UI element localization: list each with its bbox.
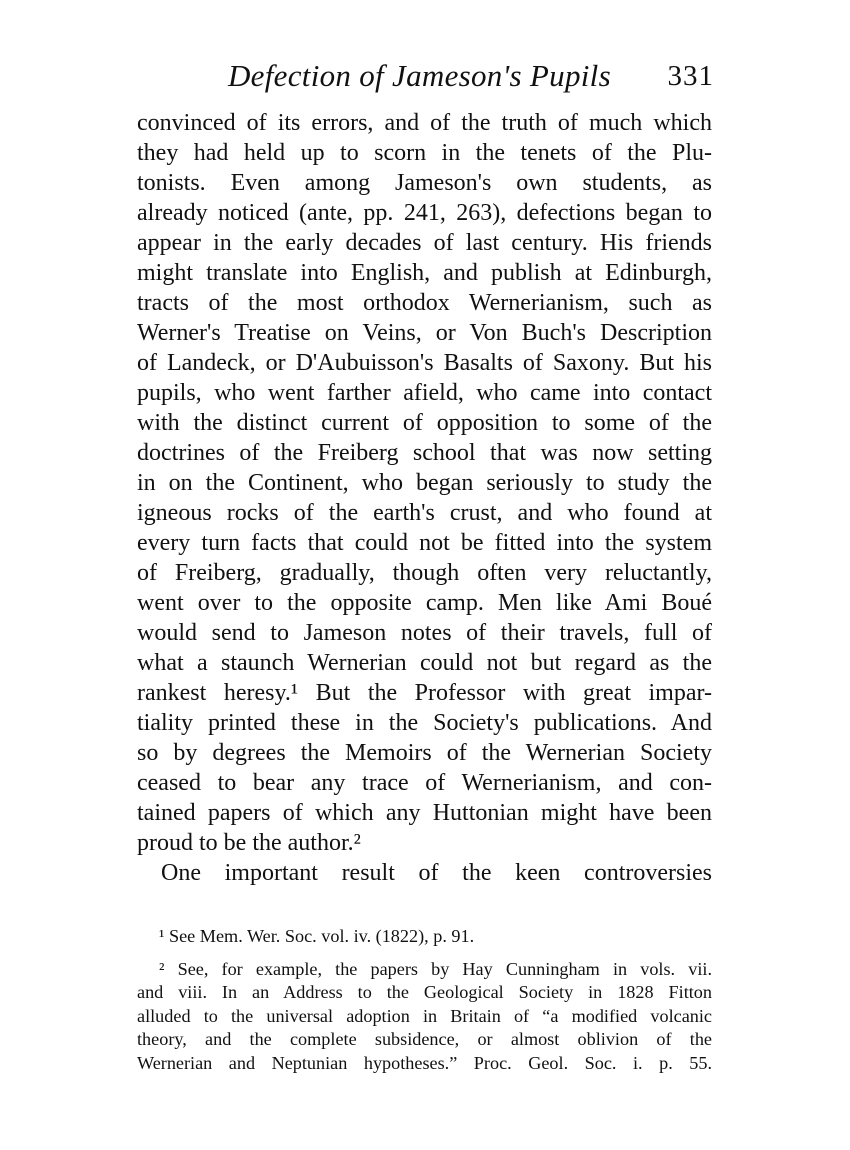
footnote-2-line: ² See, for example, the papers by Hay Cunningham in vols. vii. bbox=[159, 958, 712, 979]
footnote-1: ¹ See Mem. Wer. Soc. vol. iv. (1822), p. 91. bbox=[159, 926, 475, 946]
body-line: tonists. Even among Jameson's own students, as bbox=[137, 170, 712, 196]
body-line: of Landeck, or D'Aubuisson's Basalts of Saxony. But his bbox=[137, 350, 712, 376]
body-line: every turn facts that could not be fitted into the system bbox=[137, 530, 712, 556]
body-line: convinced of its errors, and of the truth of much which bbox=[137, 110, 712, 136]
body-line: tiality printed these in the Society's publications. And bbox=[137, 710, 712, 736]
running-title: Defection of Jameson's Pupils bbox=[228, 58, 611, 93]
body-line: went over to the opposite camp. Men like Ami Boué bbox=[137, 590, 712, 616]
body-line: appear in the early decades of last century. His friends bbox=[137, 230, 712, 256]
footnotes bbox=[137, 925, 712, 1075]
body-line: tracts of the most orthodox Wernerianism, such as bbox=[137, 290, 712, 316]
page-header bbox=[228, 58, 714, 98]
body-line: igneous rocks of the earth's crust, and who found at bbox=[137, 500, 712, 526]
footnote-2-line: Wernerian and Neptunian hypotheses.” Proc. Geol. Soc. i. p. 55. bbox=[137, 1052, 712, 1073]
footnote-2-line: and viii. In an Address to the Geological Society in 1828 Fitton bbox=[137, 982, 712, 1002]
body-text bbox=[137, 108, 712, 888]
body-line: pupils, who went farther afield, who came into contact bbox=[137, 380, 712, 406]
body-line: of Freiberg, gradually, though often very reluctantly, bbox=[137, 560, 712, 586]
body-line: they had held up to scorn in the tenets of the Plu- bbox=[137, 140, 712, 166]
body-line: doctrines of the Freiberg school that was now setting bbox=[137, 440, 712, 466]
body-line: might translate into English, and publish at Edinburgh, bbox=[137, 260, 712, 286]
page-number: 331 bbox=[667, 60, 714, 92]
body-line: One important result of the keen controversies bbox=[161, 860, 712, 886]
body-line: already noticed (ante, pp. 241, 263), defections began to bbox=[137, 200, 712, 226]
body-line: rankest heresy.¹ But the Professor with great impar- bbox=[137, 680, 712, 706]
body-line: Werner's Treatise on Veins, or Von Buch's Description bbox=[137, 320, 712, 346]
body-line: so by degrees the Memoirs of the Wernerian Society bbox=[137, 740, 712, 766]
body-line: what a staunch Wernerian could not but regard as the bbox=[137, 650, 712, 676]
footnote-2-line: theory, and the complete subsidence, or almost oblivion of the bbox=[137, 1029, 712, 1049]
body-line: with the distinct current of opposition to some of the bbox=[137, 410, 712, 436]
body-line: proud to be the author.² bbox=[137, 830, 361, 856]
body-line: would send to Jameson notes of their travels, full of bbox=[137, 620, 712, 646]
footnote-2-line: alluded to the universal adoption in Britain of “a modified volcanic bbox=[137, 1005, 712, 1026]
body-line: in on the Continent, who began seriously to study the bbox=[137, 470, 712, 496]
body-line: tained papers of which any Huttonian might have been bbox=[137, 800, 712, 826]
body-line: ceased to bear any trace of Wernerianism, and con- bbox=[137, 770, 712, 796]
